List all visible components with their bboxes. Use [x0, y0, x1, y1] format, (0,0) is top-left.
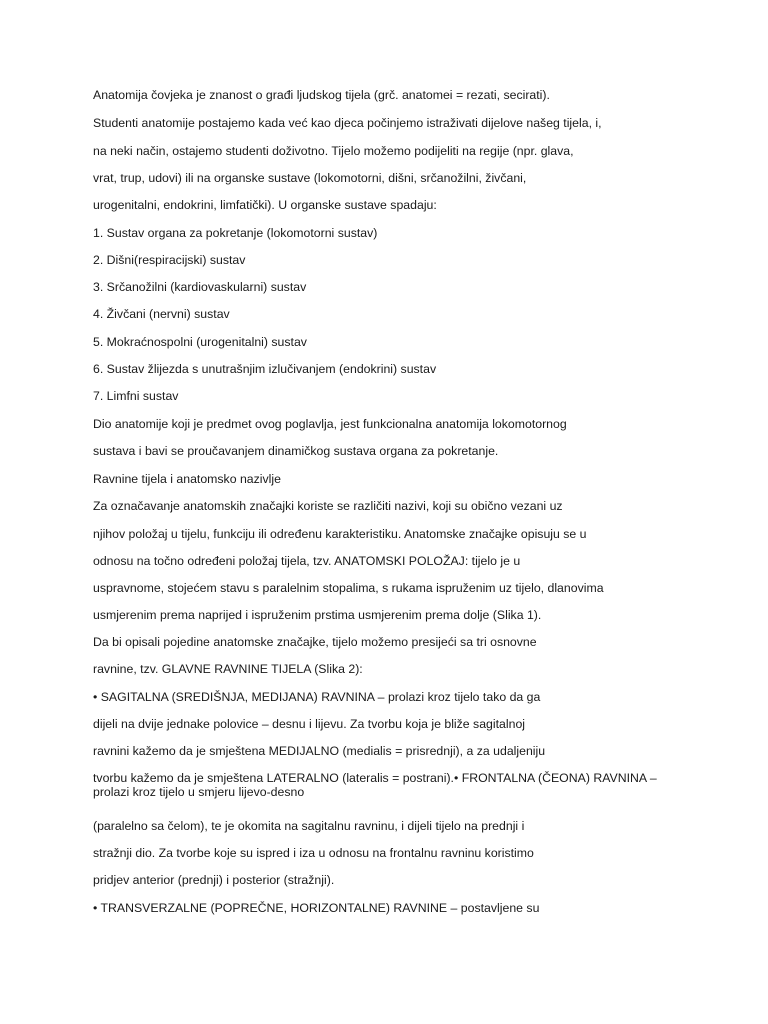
paragraph-line: njihov položaj u tijelu, funkciju ili određenu karakteristiku. Anatomske značajke opisuju se u: [93, 527, 587, 541]
list-item: 2. Dišni(respiracijski) sustav: [93, 253, 246, 267]
paragraph-line: uspravnome, stojećem stavu s paralelnim stopalima, s rukama ispruženim uz tijelo, dlanovima: [93, 581, 604, 595]
section-heading: Ravnine tijela i anatomsko nazivlje: [93, 472, 281, 486]
paragraph-line: dijeli na dvije jednake polovice – desnu i lijevu. Za tvorbu koja je bliže sagitalnoj: [93, 717, 526, 731]
paragraph-line: Anatomija čovjeka je znanost o građi ljudskog tijela (grč. anatomei = rezati, secirati).: [93, 88, 550, 102]
paragraph-line: odnosu na točno određeni položaj tijela, tzv. ANATOMSKI POLOŽAJ: tijelo je u: [93, 554, 521, 568]
bullet-item: • SAGITALNA (SREDIŠNJA, MEDIJANA) RAVNINA – prolazi kroz tijelo tako da ga: [93, 690, 541, 704]
paragraph-line: (paralelno sa čelom), te je okomita na sagitalnu ravninu, i dijeli tijelo na prednji i: [93, 819, 525, 833]
paragraph-line: na neki način, ostajemo studenti doživotno. Tijelo možemo podijeliti na regije (npr. glava,: [93, 144, 574, 158]
paragraph-line: pridjev anterior (prednji) i posterior (stražnji).: [93, 873, 335, 887]
paragraph-line: ravnine, tzv. GLAVNE RAVNINE TIJELA (Slika 2):: [93, 662, 363, 676]
bullet-item: • TRANSVERZALNE (POPREČNE, HORIZONTALNE) RAVNINE – postavljene su: [93, 901, 540, 915]
paragraph-line: stražnji dio. Za tvorbe koje su ispred i iza u odnosu na frontalnu ravninu koristimo: [93, 846, 534, 860]
paragraph-line: Dio anatomije koji je predmet ovog poglavlja, jest funkcionalna anatomija lokomotornog: [93, 417, 567, 431]
list-item: 5. Mokraćnospolni (urogenitalni) sustav: [93, 335, 307, 349]
paragraph-line: Studenti anatomije postajemo kada već kao djeca počinjemo istraživati dijelove našeg tijela, i,: [93, 116, 602, 130]
list-item: 6. Sustav žlijezda s unutrašnjim izlučivanjem (endokrini) sustav: [93, 362, 437, 376]
list-item: 7. Limfni sustav: [93, 389, 179, 403]
paragraph-line: ravnini kažemo da je smještena MEDIJALNO (medialis = prisrednji), a za udaljeniju: [93, 744, 546, 758]
paragraph-line: usmjerenim prema naprijed i ispruženim prstima usmjerenim prema dolje (Slika 1).: [93, 608, 542, 622]
paragraph-line: sustava i bavi se proučavanjem dinamičkog sustava organa za pokretanje.: [93, 444, 499, 458]
paragraph-line: urogenitalni, endokrini, limfatički). U organske sustave spadaju:: [93, 198, 437, 212]
list-item: 1. Sustav organa za pokretanje (lokomotorni sustav): [93, 226, 378, 240]
paragraph-line: vrat, trup, udovi) ili na organske sustave (lokomotorni, dišni, srčanožilni, živčani,: [93, 171, 527, 185]
paragraph-line: Za označavanje anatomskih značajki koriste se različiti nazivi, koji su obično vezani uz: [93, 499, 563, 513]
paragraph-line: tvorbu kažemo da je smještena LATERALNO (lateralis = postrani).• FRONTALNA (ČEONA) RAVNINA – prolazi kroz tijelo u smjeru lijevo-desno: [93, 771, 657, 799]
list-item: 3. Srčanožilni (kardiovaskularni) sustav: [93, 280, 307, 294]
paragraph-line: Da bi opisali pojedine anatomske značajke, tijelo možemo presijeći sa tri osnovne: [93, 635, 537, 649]
list-item: 4. Živčani (nervni) sustav: [93, 307, 230, 321]
